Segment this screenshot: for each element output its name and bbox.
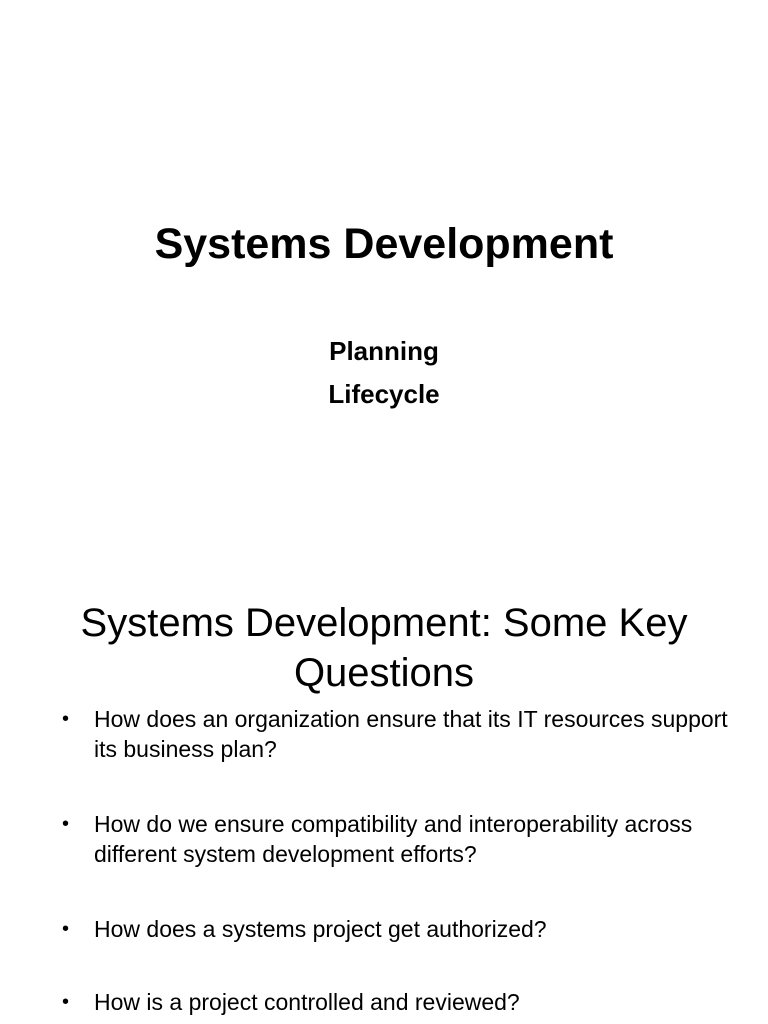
slide-title <box>0 598 768 698</box>
bullet-icon: • <box>62 918 70 940</box>
bullet-item <box>62 809 742 869</box>
slide-title: Systems Development <box>154 220 614 268</box>
bullet-text: How do we ensure compatibility and interoperability across different system development efforts? <box>94 811 693 867</box>
bullet-icon: • <box>62 708 70 730</box>
questions-slide <box>0 576 768 1024</box>
bullet-item <box>62 704 742 764</box>
title-line: Systems Development: Some Key <box>80 601 688 645</box>
subtitle-line: Planning <box>329 336 439 366</box>
bullet-text: How is a project controlled and reviewed? <box>94 989 520 1015</box>
bullet-item <box>62 987 742 1017</box>
bullet-icon: • <box>62 813 70 835</box>
bullet-icon: • <box>62 991 70 1013</box>
slide-subtitle <box>0 330 768 416</box>
title-line: Questions <box>293 651 475 695</box>
bullet-list <box>62 704 742 1017</box>
subtitle-line: Lifecycle <box>328 379 440 409</box>
bullet-text: How does a systems project get authorized? <box>94 916 547 942</box>
bullet-item <box>62 914 742 944</box>
bullet-text: How does an organization ensure that its IT resources support its business plan? <box>94 706 728 762</box>
